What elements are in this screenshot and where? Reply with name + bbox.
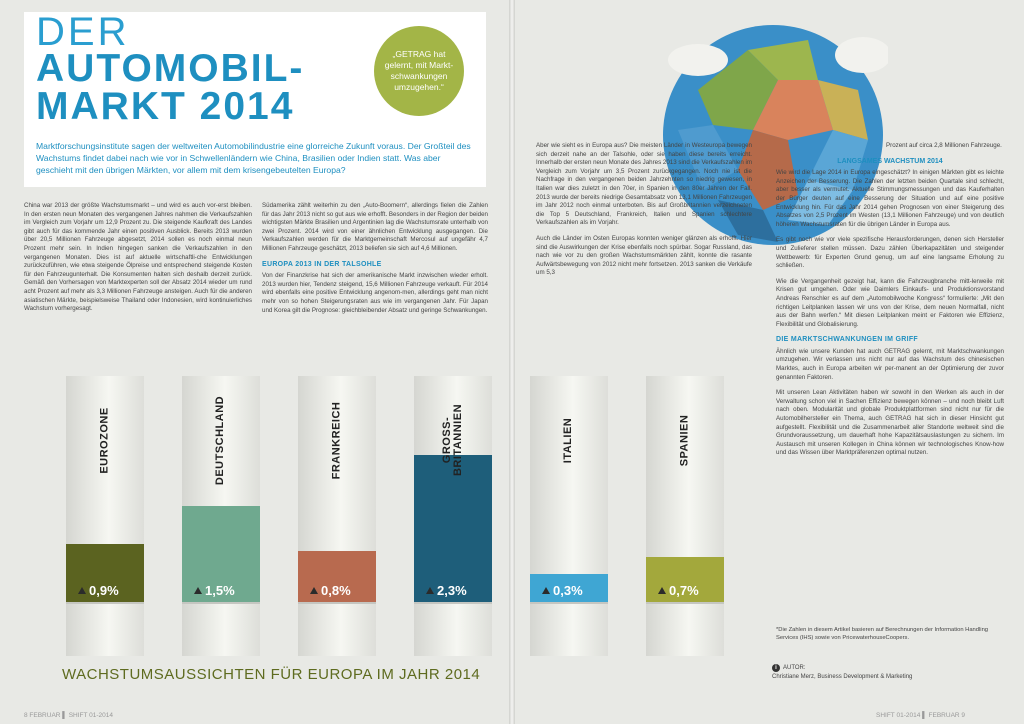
intro-text: Marktforschungsinstitute sagen der weltweiten Automobilindustrie eine glorreiche Zukunft voraus. Der Großteil des Wachstums findet dabei nach wie vor in Schwellenländern wie China, Brasilien oder Indien statt. Was aber geschieht mit den übrigen Märkten, vor allem mit dem krisengebeutelten Europa? [36,141,471,175]
column-3 [536,142,752,285]
tick-label: SPANIEN [678,414,691,466]
paragraph: Aber wie sieht es in Europa aus? Die meisten Länder in Westeuropa bewegen sich derzeit nahe an der Talsohle, oder sie haben diese bereits erreicht. Innerhalb der ersten neun Monate des Jahres 2013 sind die Verkaufszahlen im Vergleich zum Vorjahr um 3,5 Prozent zurückgegangen. Noch nie ist die Nachfrage in den vergangenen beiden Jahrzehnten so niedrig gewesen, in Italien war dies zuletzt in den 70er, in Spanien in den 80er Jahren der Fall. 2013 wurde der bereits niedrige Gesamtabsatz von 13,1 Millionen Fahrzeugen im Jahr 2012 noch einmal unterboten. Bis auf Großbritannien verzeichneten die Top 5 Deutschland, Frankreich, Italien und Spanien schlechtere Verkaufszahlen als im Vorjahr. [536,142,753,227]
paragraph: Südamerika zählt weiterhin zu den „Auto-Boomern“, allerdings fielen die Zahlen für das Jahr 2013 nicht so gut aus wie erhofft. Besonders in der Region der beiden wichtigsten Märkte Brasilien und Argentinien lag die Wachstumsrate unterhalb von zwei Prozent. 2014 wird von einer ähnlichen Entwicklung ausgegangen. Die Verkaufszahlen werden für die Marktgemeinschaft Mercosul auf ungefähr 4,7 Millionen Fahrzeuge geschätzt, 2013 beliefen sie sich auf 4,6 Millionen. [262,202,488,252]
quote-text: „GETRAG hat gelernt, mit Markt-schwankungen umzugehen.“ [384,49,454,92]
data-label [542,583,583,598]
paragraph: China war 2013 der größte Wachstumsmarkt – und wird es auch vor-erst bleiben. In den ersten neun Monaten des vergangenen Jahres nahmen die Verkaufszahlen im Vergleich zum Vorjahr um 12,9 Prozent zu. Die steigende Kaufkraft des Landes gibt auch für das kommende Jahr einen positiven Ausblick. Bereits 2013 wurden über 20,5 Millionen Fahrzeuge abgesetzt, 2014 sollen es noch einmal neun Prozent mehr sein. In Indien hingegen sanken die Verkaufszahlen in den vergangenen Monaten. Dies ist auf aktuelle wirtschaftli-che Entwicklungen zurückzuführen, wie etwa steigende Ölpreise und entsprechend steigende Kosten für den Fahrzeugunterhalt. Die Konsumenten halten sich deshalb derzeit zurück. Gemäß den Vorhersagen von Marktexperten soll der Absatz 2014 wieder um rund acht Prozent auf mehr als 3,3 Millionen Fahrzeuge ansteigen. Auch für die anderen asiatischen Märkte, beispielsweise Thailand oder Indonesien, wird kontinuierliches Wachstum vorhergesagt. [24,202,252,313]
bar-column [182,376,260,656]
paragraph: Ähnlich wie unsere Kunden hat auch GETRAG gelernt, mit Marktschwankungen umzugehen. Wir verlassen uns nicht nur auf das Wachstum des chinesischen Marktes, auch in Europa arbeiten wir per-manent an der Optimierung der zuvor genannten Faktoren. [776,347,1004,381]
title-line-2: AUTOMOBIL- [36,47,305,90]
author-label: AUTOR: [783,665,806,671]
bar-column [298,376,376,656]
bar-base [414,602,492,604]
bar-base [530,602,608,604]
paragraph: Mit unseren Lean Aktivitäten haben wir sowohl in den Werken als auch in der Verwaltung schon viel in Sachen Effizienz bewegen können – und noch bleibt Luft nach oben. Modularität und globale Produktplattformen sind nicht nur für die Automobilhersteller ein Thema, auch GETRAG hat sich in dieser Hinsicht gut aufgestellt. Flexibilität und die Zusammenarbeit aller Standorte weltweit sind die Grundvoraussetzung, um dauerhaft hohe Kapazitätsauslastungen zu sichern. Im Austausch mit unseren Kollegen in China können wir technologisches Know-how und das Wissen über Marktpräferenzen optimal nutzen. [776,389,1004,457]
paragraph: Prozent auf circa 2,8 Millionen Fahrzeuge. [886,142,1002,149]
arrow-up-icon [194,587,202,594]
bar-country-label [182,380,260,500]
paragraph: Wie die Vergangenheit gezeigt hat, kann die Fahrzeugbranche mitt-lerweile mit Krisen gut umgehen. Oder wie Daimlers Einkaufs- und Produktionsvorstand Andreas Renschler es auf dem „Automobilwoche Kongress“ formulierte: „Mit den richtigen Leitplanken lassen wir uns von der Krise, dem neuen Normalfall, nicht aus der Bahn werfen.“ Mit diesen Leitplanken meint er Faktoren wie Effizienz, Flexibilität und Globalisierung. [776,277,1004,328]
paragraph: Es gibt noch wie vor viele spezifische Herausforderungen, denen sich Hersteller und Zulieferer stellen müssen. Dazu zählen Überkapazitäten und steigender Wettbewerb: für Experten Grund genug, um auf eine langsame Erholung zu schließen. [776,236,1004,270]
data-label-text: 0,9% [89,583,119,598]
bar-country-label [414,380,492,500]
heading-schwank: DIE MARKTSCHWANKUNGEN IM GRIFF [776,336,918,344]
bar-country-label [646,380,724,500]
arrow-up-icon [78,587,86,594]
bar-country-label [66,380,144,500]
data-label [310,583,351,598]
data-label-text: 2,3% [437,583,467,598]
tick-label: FRANKREICH [330,401,343,479]
bar-base [298,602,376,604]
bar-column [66,376,144,656]
paragraph: Von der Finanzkrise hat sich der amerikanische Markt inzwischen wieder erholt. 2013 wurden hier, Tendenz steigend, 15,6 Millionen Fahrzeuge verkauft. Für 2014 wird ebenfalls eine positive Entwicklung angenom-men, allerdings geht man nicht mehr von so hohen Steigerungsraten aus wie im vergangenen Jahr. Für Japan und Korea gilt die Prognose: gleichbleibender Absatz und geringe Schwankungen. [262,272,488,314]
arrow-up-icon [426,587,434,594]
author-name: Christiane Merz, Business Development & Marketing [772,674,913,680]
footnote: *Die Zahlen in diesem Artikel basieren auf Berechnungen der Information Handling Services (IHS) sowie von PricewaterhouseCoopers. [776,627,989,641]
title-line-1: DER [36,10,130,54]
author-block [772,664,912,682]
data-label [194,583,235,598]
column-2 [262,202,488,322]
tick-label: GROSS- BRITANNIEN [440,403,464,477]
footer-right: SHIFT 01-2014 ▌ FEBRUAR 9 [876,712,966,719]
heading-europa: EUROPA 2013 IN DER TALSOHLE [262,260,382,268]
title-line-3: MARKT 2014 [36,85,295,128]
data-label-text: 0,3% [553,583,583,598]
arrow-up-icon [658,587,666,594]
heading-langsam: LANGSAMES WACHSTUM 2014 [837,157,943,165]
data-label-text: 1,5% [205,583,235,598]
column-4 [776,142,1004,465]
bar-base [646,602,724,604]
data-label-text: 0,7% [669,583,699,598]
footer-left: 8 FEBRUAR ▌ SHIFT 01-2014 [24,712,114,719]
arrow-up-icon [310,587,318,594]
bar-country-label [530,380,608,500]
bar-column [646,376,724,656]
data-label [426,583,467,598]
arrow-up-icon [542,587,550,594]
tick-label: EUROZONE [98,406,111,474]
info-icon: i [772,664,780,672]
data-label [78,583,119,598]
bar-base [182,602,260,604]
page-gutter [509,0,515,724]
column-1 [24,202,252,321]
bar-country-label [298,380,376,500]
tick-label: DEUTSCHLAND [214,395,227,485]
quote-bubble [374,26,464,116]
paragraph: Wie wird die Lage 2014 in Europa eingeschätzt? In einigen Märkten gibt es leichte Anzeichen der Besserung. Die Zahlen der letzten beiden Quartale sind schlecht, aber besser als vermutet. Aktuelle Stimmungsmessungen und das Kauferhalten der Bürger deuten auf eine Besserung der Situation und auf eine positive Entwicklung hin. Für das Jahr 2014 gehen Prognosen von einer Steigerung des Absatzes von 2,5 Prozent im Westen (13,1 Millionen Fahrzeuge) und von deutlich höheren Wachstumsraten für die übrigen Länder in Europa aus. [776,169,1004,228]
chart-title: WACHSTUMSAUSSICHTEN FÜR EUROPA IM JAHR 2014 [62,666,481,683]
bar-base [66,602,144,604]
tick-label: ITALIEN [562,417,575,463]
data-label [658,583,699,598]
data-label-text: 0,8% [321,583,351,598]
bar-column [530,376,608,656]
bar-column [414,376,492,656]
paragraph: Auch die Länder im Osten Europas konnten weniger glänzen als erhofft. Hier sind die Auswirkungen der Krise ebenfalls noch spürbar. Sogar Russland, das nach wie vor zu den großen Wachstumsmärkten zählt, konnte die rasante Aufwärtsbewegung von 2012 nicht mehr fortsetzen. 2013 sanken die Verkäufe um 5,3 [536,234,752,277]
